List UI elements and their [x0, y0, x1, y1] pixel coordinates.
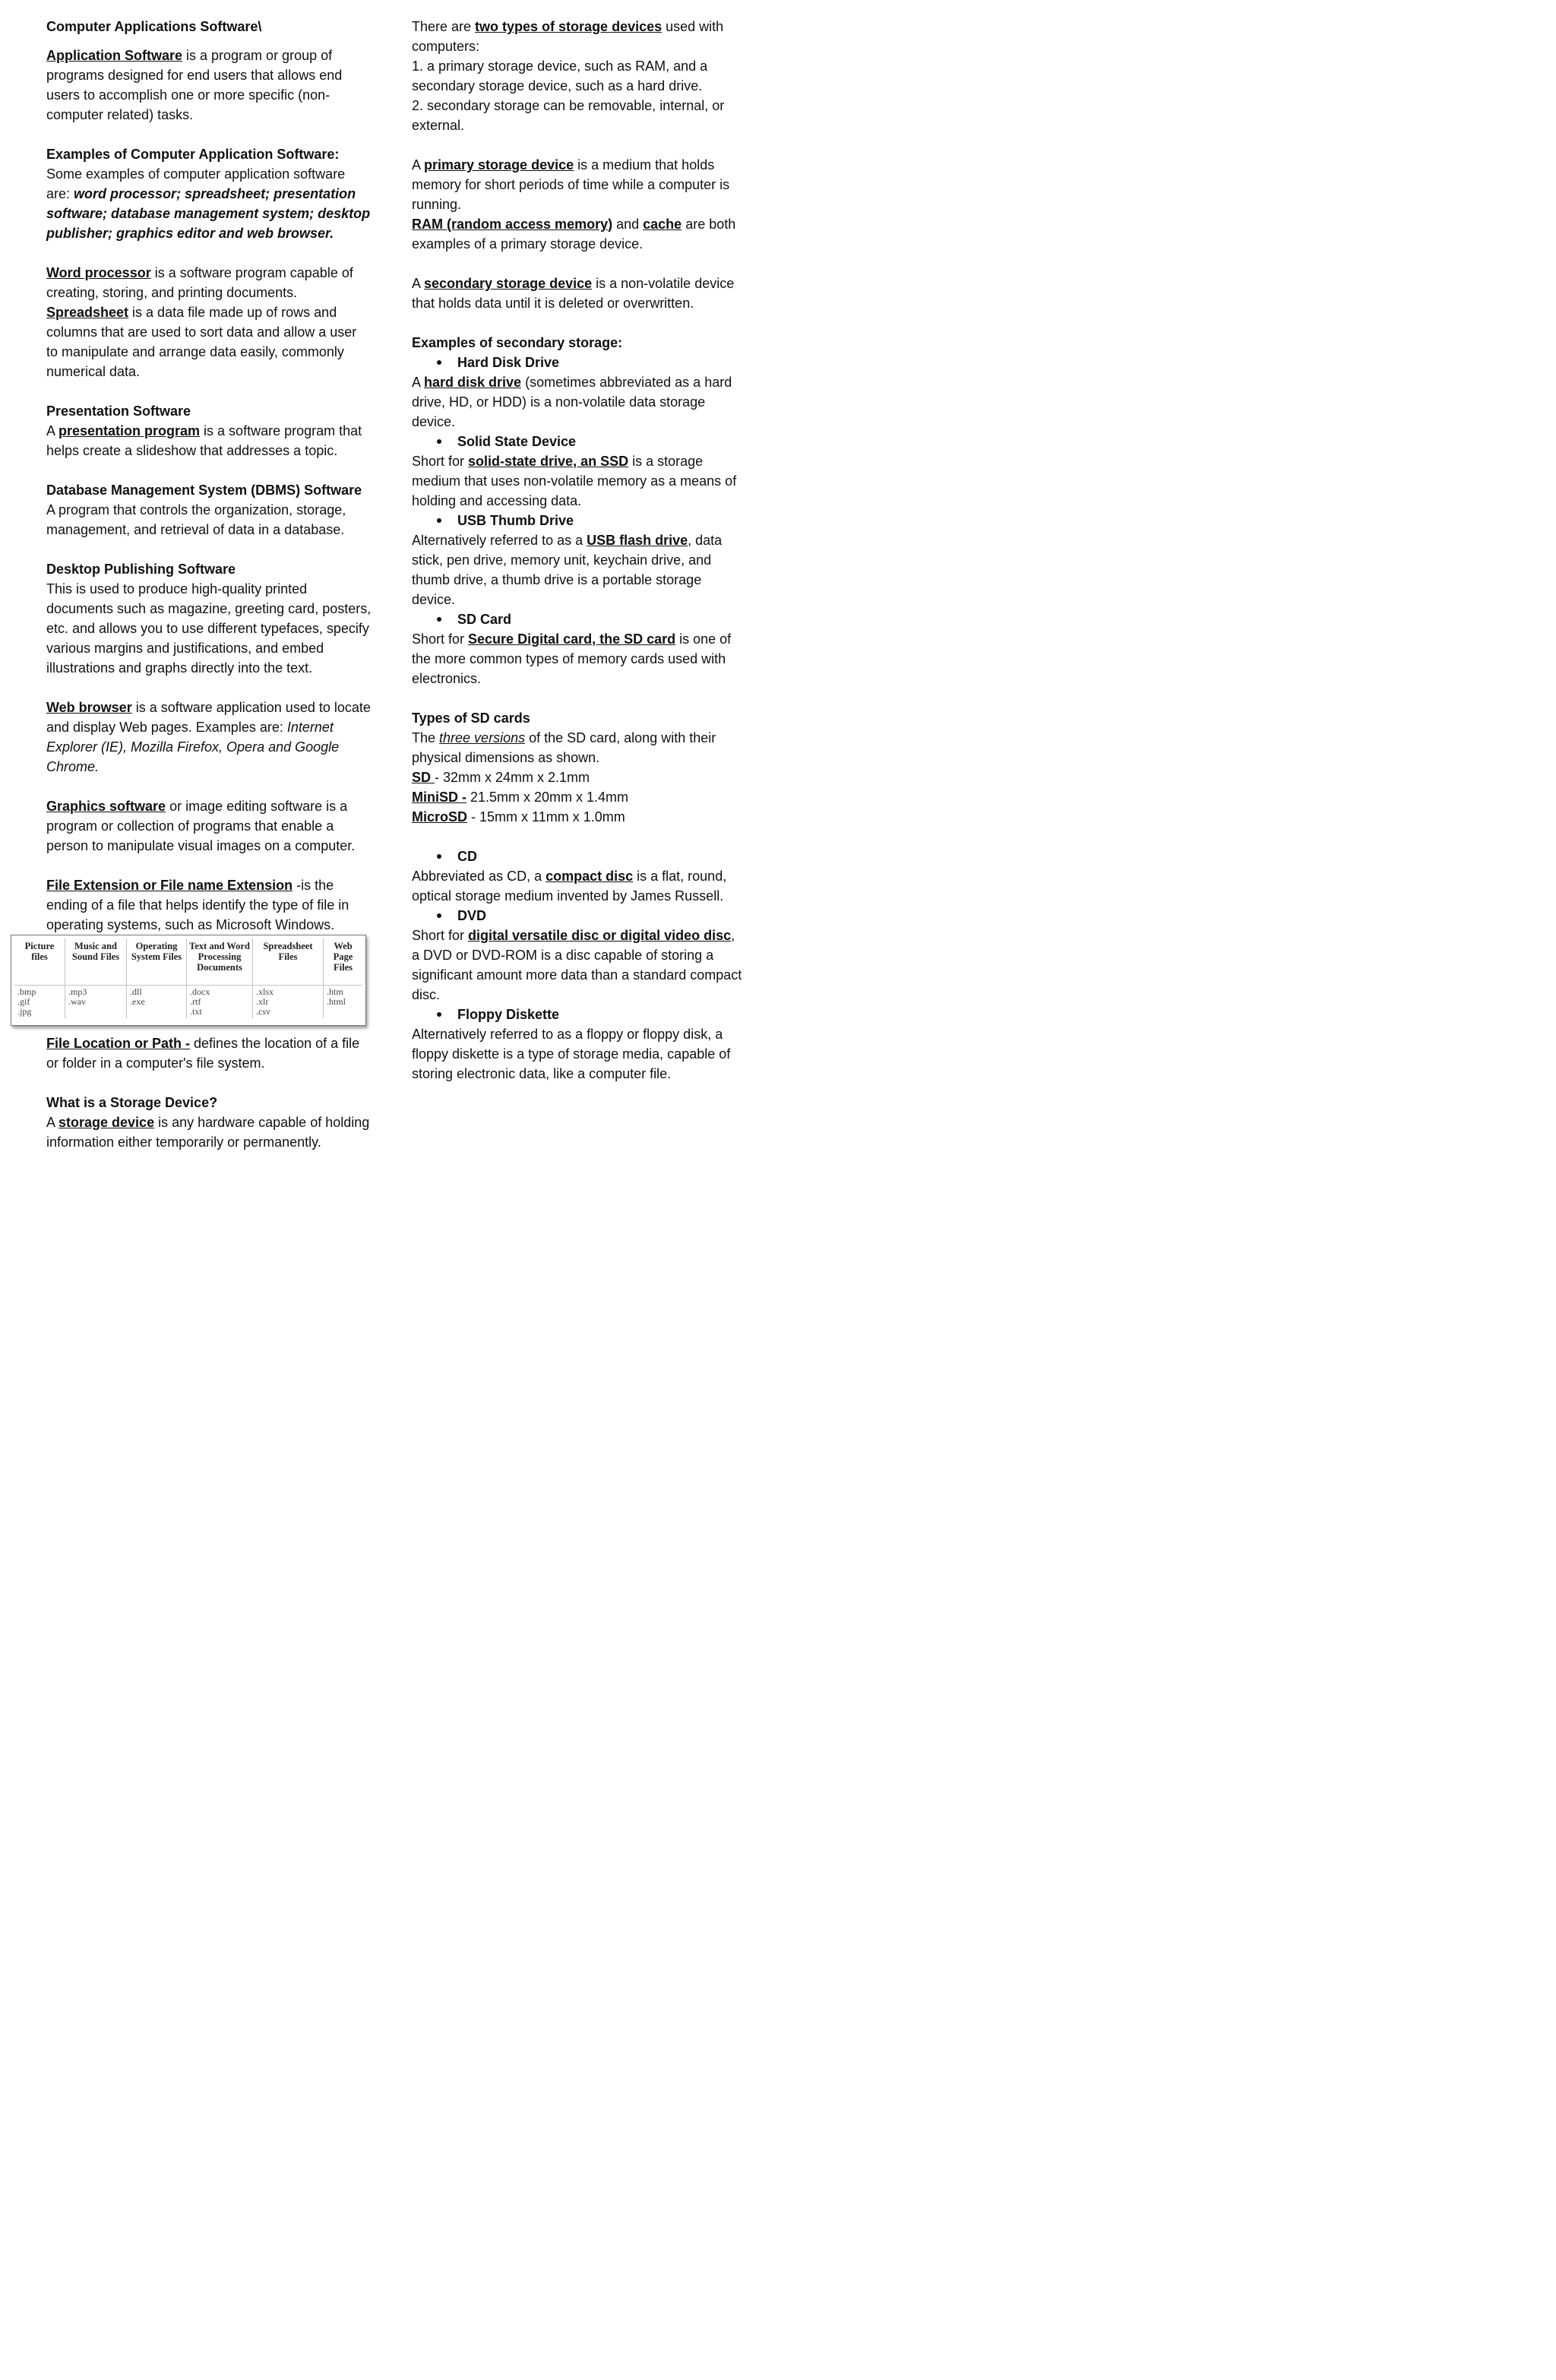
presentation-paragraph — [46, 421, 372, 460]
dbms-heading: Database Management System (DBMS) Software — [46, 483, 362, 498]
definition-text: is a medium that holds memory for short periods of time while a computer is running. — [412, 157, 730, 212]
document-title: Computer Applications Software\ — [46, 19, 262, 34]
definition-text: (sometimes abbreviated as a hard drive, HD, or HDD) is a non-volatile data storage device. — [412, 375, 732, 429]
examples-list: word processor; spreadsheet; presentation software; database management system; desktop publisher; graphics editor and web browser. — [46, 186, 371, 241]
secondary-storage-paragraph — [412, 274, 746, 313]
presentation-heading: Presentation Software — [46, 404, 191, 419]
storage-type-item-1: 1. a primary storage device, such as RAM, and a secondary storage device, such as a hard drive. — [412, 59, 708, 93]
term-usb-flash-drive: USB flash drive — [587, 533, 688, 548]
term-web-browser: Web browser — [46, 700, 132, 715]
definition-text: is a flat, round, optical storage medium invented by James Russell. — [412, 869, 727, 904]
examples-paragraph — [46, 144, 372, 243]
dimension-text: - 32mm x 24mm x 2.1mm — [435, 770, 590, 785]
graphics-software-paragraph — [46, 796, 372, 856]
definition-prefix: Short for — [412, 454, 469, 469]
term-two-types: two types of storage devices — [475, 19, 663, 34]
definition-prefix: There are — [412, 19, 476, 34]
browser-examples: Internet Explorer (IE), Mozilla Firefox, Opera and Google Chrome. — [46, 720, 340, 774]
term-minisd: MiniSD - — [412, 790, 466, 805]
storage-device-heading: What is a Storage Device? — [46, 1095, 218, 1110]
table-cell: .docx .rtf .txt — [187, 986, 253, 1019]
file-extension-paragraph — [46, 875, 372, 935]
sd-card-paragraph — [412, 629, 746, 688]
left-column-bottom — [46, 1033, 372, 1152]
cd-paragraph — [412, 866, 746, 906]
definition-prefix: Abbreviated as CD, a — [412, 869, 546, 884]
storage-device-paragraph — [46, 1112, 372, 1152]
definition-text: Some examples of computer application software are: — [46, 166, 346, 201]
column-header: Spreadsheet Files — [253, 938, 324, 986]
definition-text: -is the ending of a file that helps identify the type of file in operating systems, such as Microsoft Windows. — [46, 878, 349, 932]
definition-text: , data stick, pen drive, memory unit, keychain drive, and thumb drive, a thumb drive is a portable storage device. — [412, 533, 723, 607]
definition-text: is any hardware capable of holding information either temporarily or permanently. — [46, 1115, 370, 1150]
definition-text: are both examples of a primary storage device. — [412, 217, 736, 252]
definition-text: is a software program capable of creating, storing, and printing documents. — [46, 265, 353, 300]
storage-type-item-2: 2. secondary storage can be removable, internal, or external. — [412, 98, 725, 133]
definition-text: used with computers: — [412, 19, 724, 54]
term-file-extension: File Extension or File name Extension — [46, 878, 293, 893]
bullet-usb: USB Thumb Drive — [412, 511, 746, 530]
file-extension-table — [14, 938, 362, 1018]
term-primary-storage: primary storage device — [424, 157, 574, 172]
table-row — [14, 986, 362, 1019]
term-graphics-software: Graphics software — [46, 799, 166, 814]
definition-prefix: A — [412, 276, 425, 291]
ram-cache-paragraph — [412, 214, 746, 254]
term-ram-close: ) — [608, 217, 613, 232]
right-column — [412, 17, 746, 1084]
table-header-row — [14, 938, 362, 986]
web-browser-paragraph — [46, 698, 372, 777]
definition-prefix: A — [412, 375, 425, 390]
hdd-paragraph — [412, 372, 746, 432]
definition-text: is a data file made up of rows and columns that are used to sort data and allow a user to manipulate and arrange data easily, commonly numerical data. — [46, 305, 357, 379]
term-ram: RAM (random access memory — [412, 217, 609, 232]
definition-prefix: Short for — [412, 928, 469, 943]
sd-types-heading: Types of SD cards — [412, 711, 530, 726]
table-cell: .dll .exe — [127, 986, 187, 1019]
definition-text: or image editing software is a program or collection of programs that enable a person to manipulate visual images on a computer. — [46, 799, 356, 853]
term-three-versions: three versions — [439, 730, 526, 745]
definition-text: of the SD card, along with their physical dimensions as shown. — [412, 730, 716, 765]
dtp-paragraph: This is used to produce high-quality printed documents such as magazine, greeting card, posters, etc. and allows you to use different typefaces, specify various margins and justifications, and embed illustrations and graphs directly into the text. — [46, 581, 372, 676]
term-hdd: hard disk drive — [424, 375, 522, 390]
bullet-dvd: DVD — [412, 906, 746, 926]
bullet-cd: CD — [412, 847, 746, 866]
spreadsheet-paragraph — [46, 302, 372, 381]
table-cell: .mp3 .wav — [65, 986, 127, 1019]
left-column — [46, 17, 372, 935]
term-dvd: digital versatile disc or digital video disc — [468, 928, 732, 943]
definition-prefix: The — [412, 730, 440, 745]
ssd-paragraph — [412, 451, 746, 511]
table-cell: .htm .html — [327, 986, 346, 1007]
column-header: Text and Word Processing Documents — [187, 938, 253, 986]
usb-paragraph — [412, 530, 746, 609]
dimension-text: - 15mm x 11mm x 1.0mm — [467, 809, 625, 824]
minisd-dimension-line — [412, 787, 746, 807]
bullet-ssd: Solid State Device — [412, 432, 746, 451]
term-microsd: MicroSD — [412, 809, 468, 824]
primary-storage-paragraph — [412, 155, 746, 214]
column-header: Operating System Files — [127, 938, 187, 986]
term-storage-device: storage device — [59, 1115, 155, 1130]
term-sd-card: Secure Digital card, the SD card — [468, 631, 676, 647]
dimension-text: 21.5mm x 20mm x 1.4mm — [466, 790, 629, 805]
definition-prefix: Alternatively referred to as a — [412, 533, 587, 548]
floppy-paragraph: Alternatively referred to as a floppy or floppy disk, a floppy diskette is a type of storage media, capable of storing electronic data, like a computer file. — [412, 1027, 731, 1081]
column-header: Web Page Files — [324, 938, 363, 986]
definition-text: defines the location of a file or folder in a computer's file system. — [46, 1036, 360, 1071]
definition-text: is a software application used to locate and display Web pages. Examples are: — [46, 700, 371, 735]
term-word-processor: Word processor — [46, 265, 151, 280]
secondary-examples-heading: Examples of secondary storage: — [412, 335, 623, 350]
application-software-paragraph — [46, 46, 372, 125]
definition-prefix: A — [46, 423, 59, 438]
sd-dimension-line — [412, 767, 746, 787]
dbms-paragraph: A program that controls the organization, storage, management, and retrieval of data in a database. — [46, 502, 346, 537]
term-presentation-program: presentation program — [59, 423, 201, 438]
bullet-hdd: Hard Disk Drive — [412, 353, 746, 372]
definition-prefix: Short for — [412, 631, 469, 647]
table-cell: .xlsx .xlr .csv — [253, 986, 324, 1019]
definition-text: is a storage medium that uses non-volatile memory as a means of holding and accessing data. — [412, 454, 737, 508]
definition-prefix: A — [46, 1115, 59, 1130]
definition-text: is a program or group of programs designed for end users that allows end users to accomplish one or more specific (non-computer related) tasks. — [46, 48, 343, 122]
definition-prefix: A — [412, 157, 425, 172]
storage-types-paragraph — [412, 17, 746, 56]
dvd-paragraph — [412, 926, 746, 1005]
dtp-heading: Desktop Publishing Software — [46, 562, 236, 577]
term-compact-disc: compact disc — [546, 869, 634, 884]
term-application-software: Application Software — [46, 48, 183, 63]
term-file-path: File Location or Path - — [46, 1036, 191, 1051]
column-header: Picture files — [14, 938, 65, 986]
column-header: Music and Sound Files — [65, 938, 127, 986]
microsd-dimension-line — [412, 807, 746, 827]
definition-text: is one of the more common types of memory cards used with electronics. — [412, 631, 732, 686]
conjunction: and — [612, 217, 644, 232]
term-examples: Examples of Computer Application Software: — [46, 147, 340, 162]
word-processor-paragraph — [46, 263, 372, 302]
bullet-floppy: Floppy Diskette — [412, 1005, 746, 1024]
term-secondary-storage: secondary storage device — [424, 276, 593, 291]
definition-text: is a software program that helps create a slideshow that addresses a topic. — [46, 423, 362, 458]
file-extension-table-image — [11, 935, 366, 1026]
term-ssd: solid-state drive, an SSD — [468, 454, 629, 469]
table-cell: .bmp .gif .jpg — [14, 986, 65, 1019]
file-path-paragraph — [46, 1033, 372, 1073]
bullet-sd-card: SD Card — [412, 609, 746, 629]
definition-text: is a non-volatile device that holds data until it is deleted or overwritten. — [412, 276, 735, 311]
definition-text: , a DVD or DVD-ROM is a disc capable of storing a significant amount more data than a standard compact disc. — [412, 928, 742, 1002]
term-cache: cache — [643, 217, 682, 232]
term-sd: SD — [412, 770, 435, 785]
sd-types-paragraph — [412, 728, 746, 767]
term-spreadsheet: Spreadsheet — [46, 305, 129, 320]
